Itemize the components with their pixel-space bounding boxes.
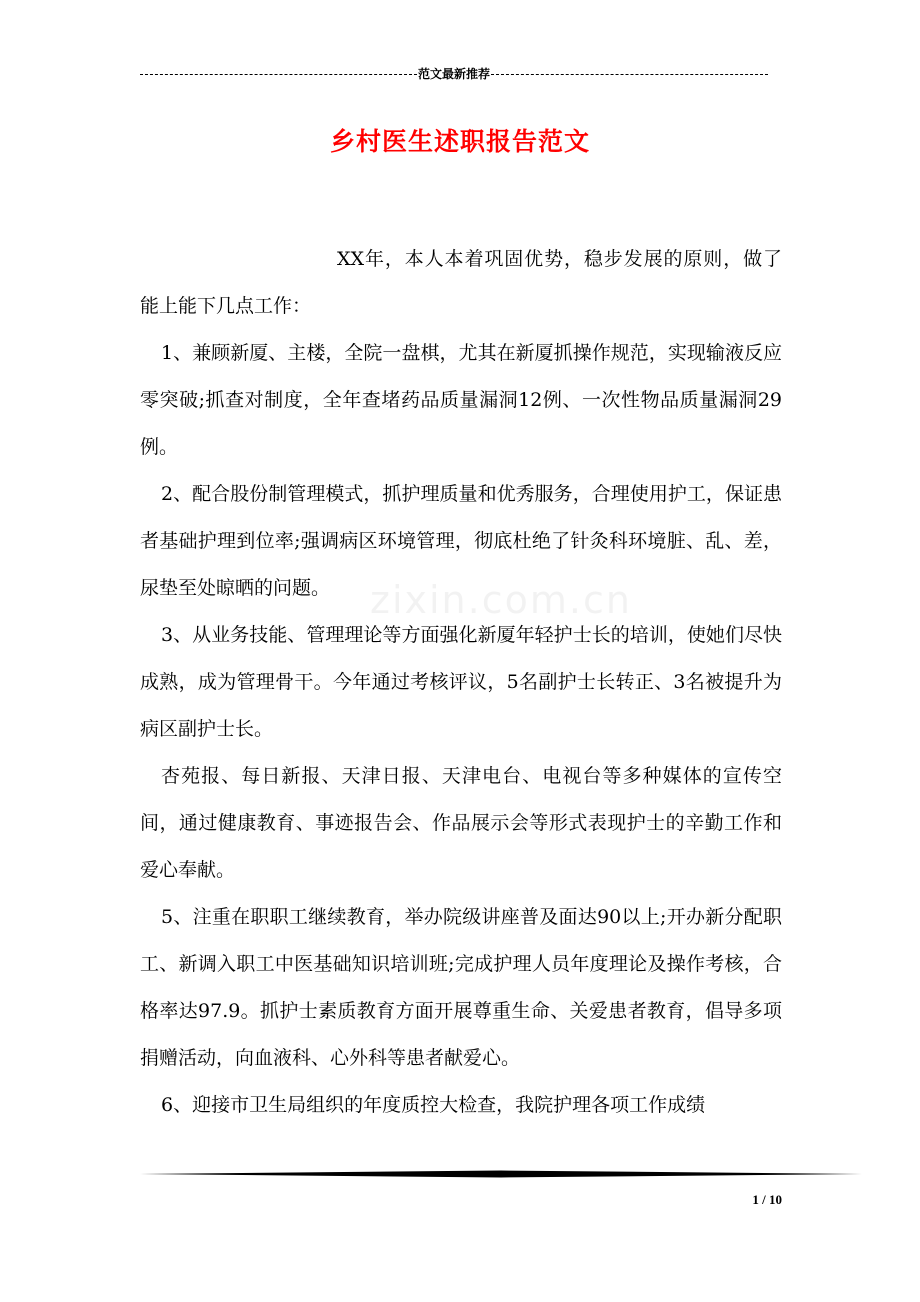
paragraph-intro: XX年，本人本着巩固优势，稳步发展的原则，做了能上能下几点工作： xyxy=(140,248,782,317)
document-body xyxy=(140,236,782,1129)
header-dashed-line-left xyxy=(140,74,417,75)
paragraph-item-1: 1、兼顾新厦、主楼，全院一盘棋，尤其在新厦抓操作规范，实现输液反应零突破;抓查对制度，全年查堵药品质量漏洞12例、一次性物品质量漏洞29例。 xyxy=(140,342,782,458)
paragraph-item-6: 6、迎接市卫生局组织的年度质控大检查，我院护理各项工作成绩 xyxy=(161,1094,706,1116)
paragraph-item-2: 2、配合股份制管理模式，抓护理质量和优秀服务，合理使用护工，保证患者基础护理到位率;强调病区环境管理，彻底杜绝了针灸科环境脏、乱、差，尿垫至处晾晒的问题。 xyxy=(140,483,782,599)
footer-rule-graphic xyxy=(140,1170,862,1178)
page-header xyxy=(140,66,768,82)
header-dashed-line-right xyxy=(491,74,768,75)
document-title: 乡村医生述职报告范文 xyxy=(329,127,590,156)
paragraph-item-5: 5、注重在职职工继续教育，举办院级讲座普及面达90以上;开办新分配职工、新调入职工中医基础知识培训班;完成护理人员年度理论及操作考核，合格率达97.9。抓护士素质教育方面开展尊重生命、关爱患者教育，倡导多项捐赠活动，向血液科、心外科等患者献爱心。 xyxy=(140,906,782,1069)
watermark: zixin.com.cn xyxy=(370,578,632,622)
paragraph-item-3: 3、从业务技能、管理理论等方面强化新厦年轻护士长的培训，使她们尽快成熟，成为管理骨干。今年通过考核评议，5名副护士长转正、3名被提升为病区副护士长。 xyxy=(140,624,782,740)
footer-rule xyxy=(140,1170,862,1178)
page-number: 1 / 10 xyxy=(752,1192,782,1207)
paragraph-item-4: 杏苑报、每日新报、天津日报、天津电台、电视台等多种媒体的宣传空间，通过健康教育、事迹报告会、作品展示会等形式表现护士的辛勤工作和爱心奉献。 xyxy=(140,765,782,881)
header-label: 范文最新推荐 xyxy=(418,67,491,81)
